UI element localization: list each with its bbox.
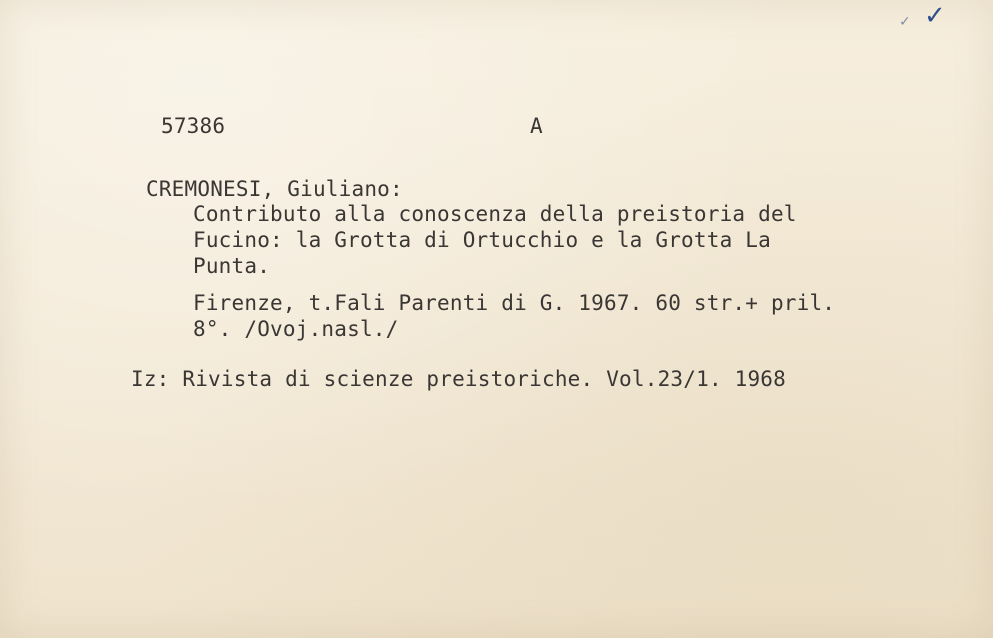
source-line: Iz: Rivista di scienze preistoriche. Vol.23/1. 1968 xyxy=(131,367,786,391)
small-check-mark: ✓ xyxy=(899,14,911,30)
imprint-line-1: Firenze, t.Fali Parenti di G. 1967. 60 str.+ pril. xyxy=(193,291,836,315)
title-line-1: Contributo alla conoscenza della preistoria del xyxy=(193,202,797,226)
imprint-line-2: 8°. /Ovoj.nasl./ xyxy=(193,317,399,341)
author-heading: CREMONESI, Giuliano: xyxy=(146,177,403,201)
accession-number: 57386 xyxy=(161,114,226,138)
check-mark: ✓ xyxy=(924,1,946,31)
shelf-code: A xyxy=(530,114,543,138)
title-line-3: Punta. xyxy=(193,254,271,278)
title-line-2: Fucino: la Grotta di Ortucchio e la Grotta La xyxy=(193,228,771,252)
